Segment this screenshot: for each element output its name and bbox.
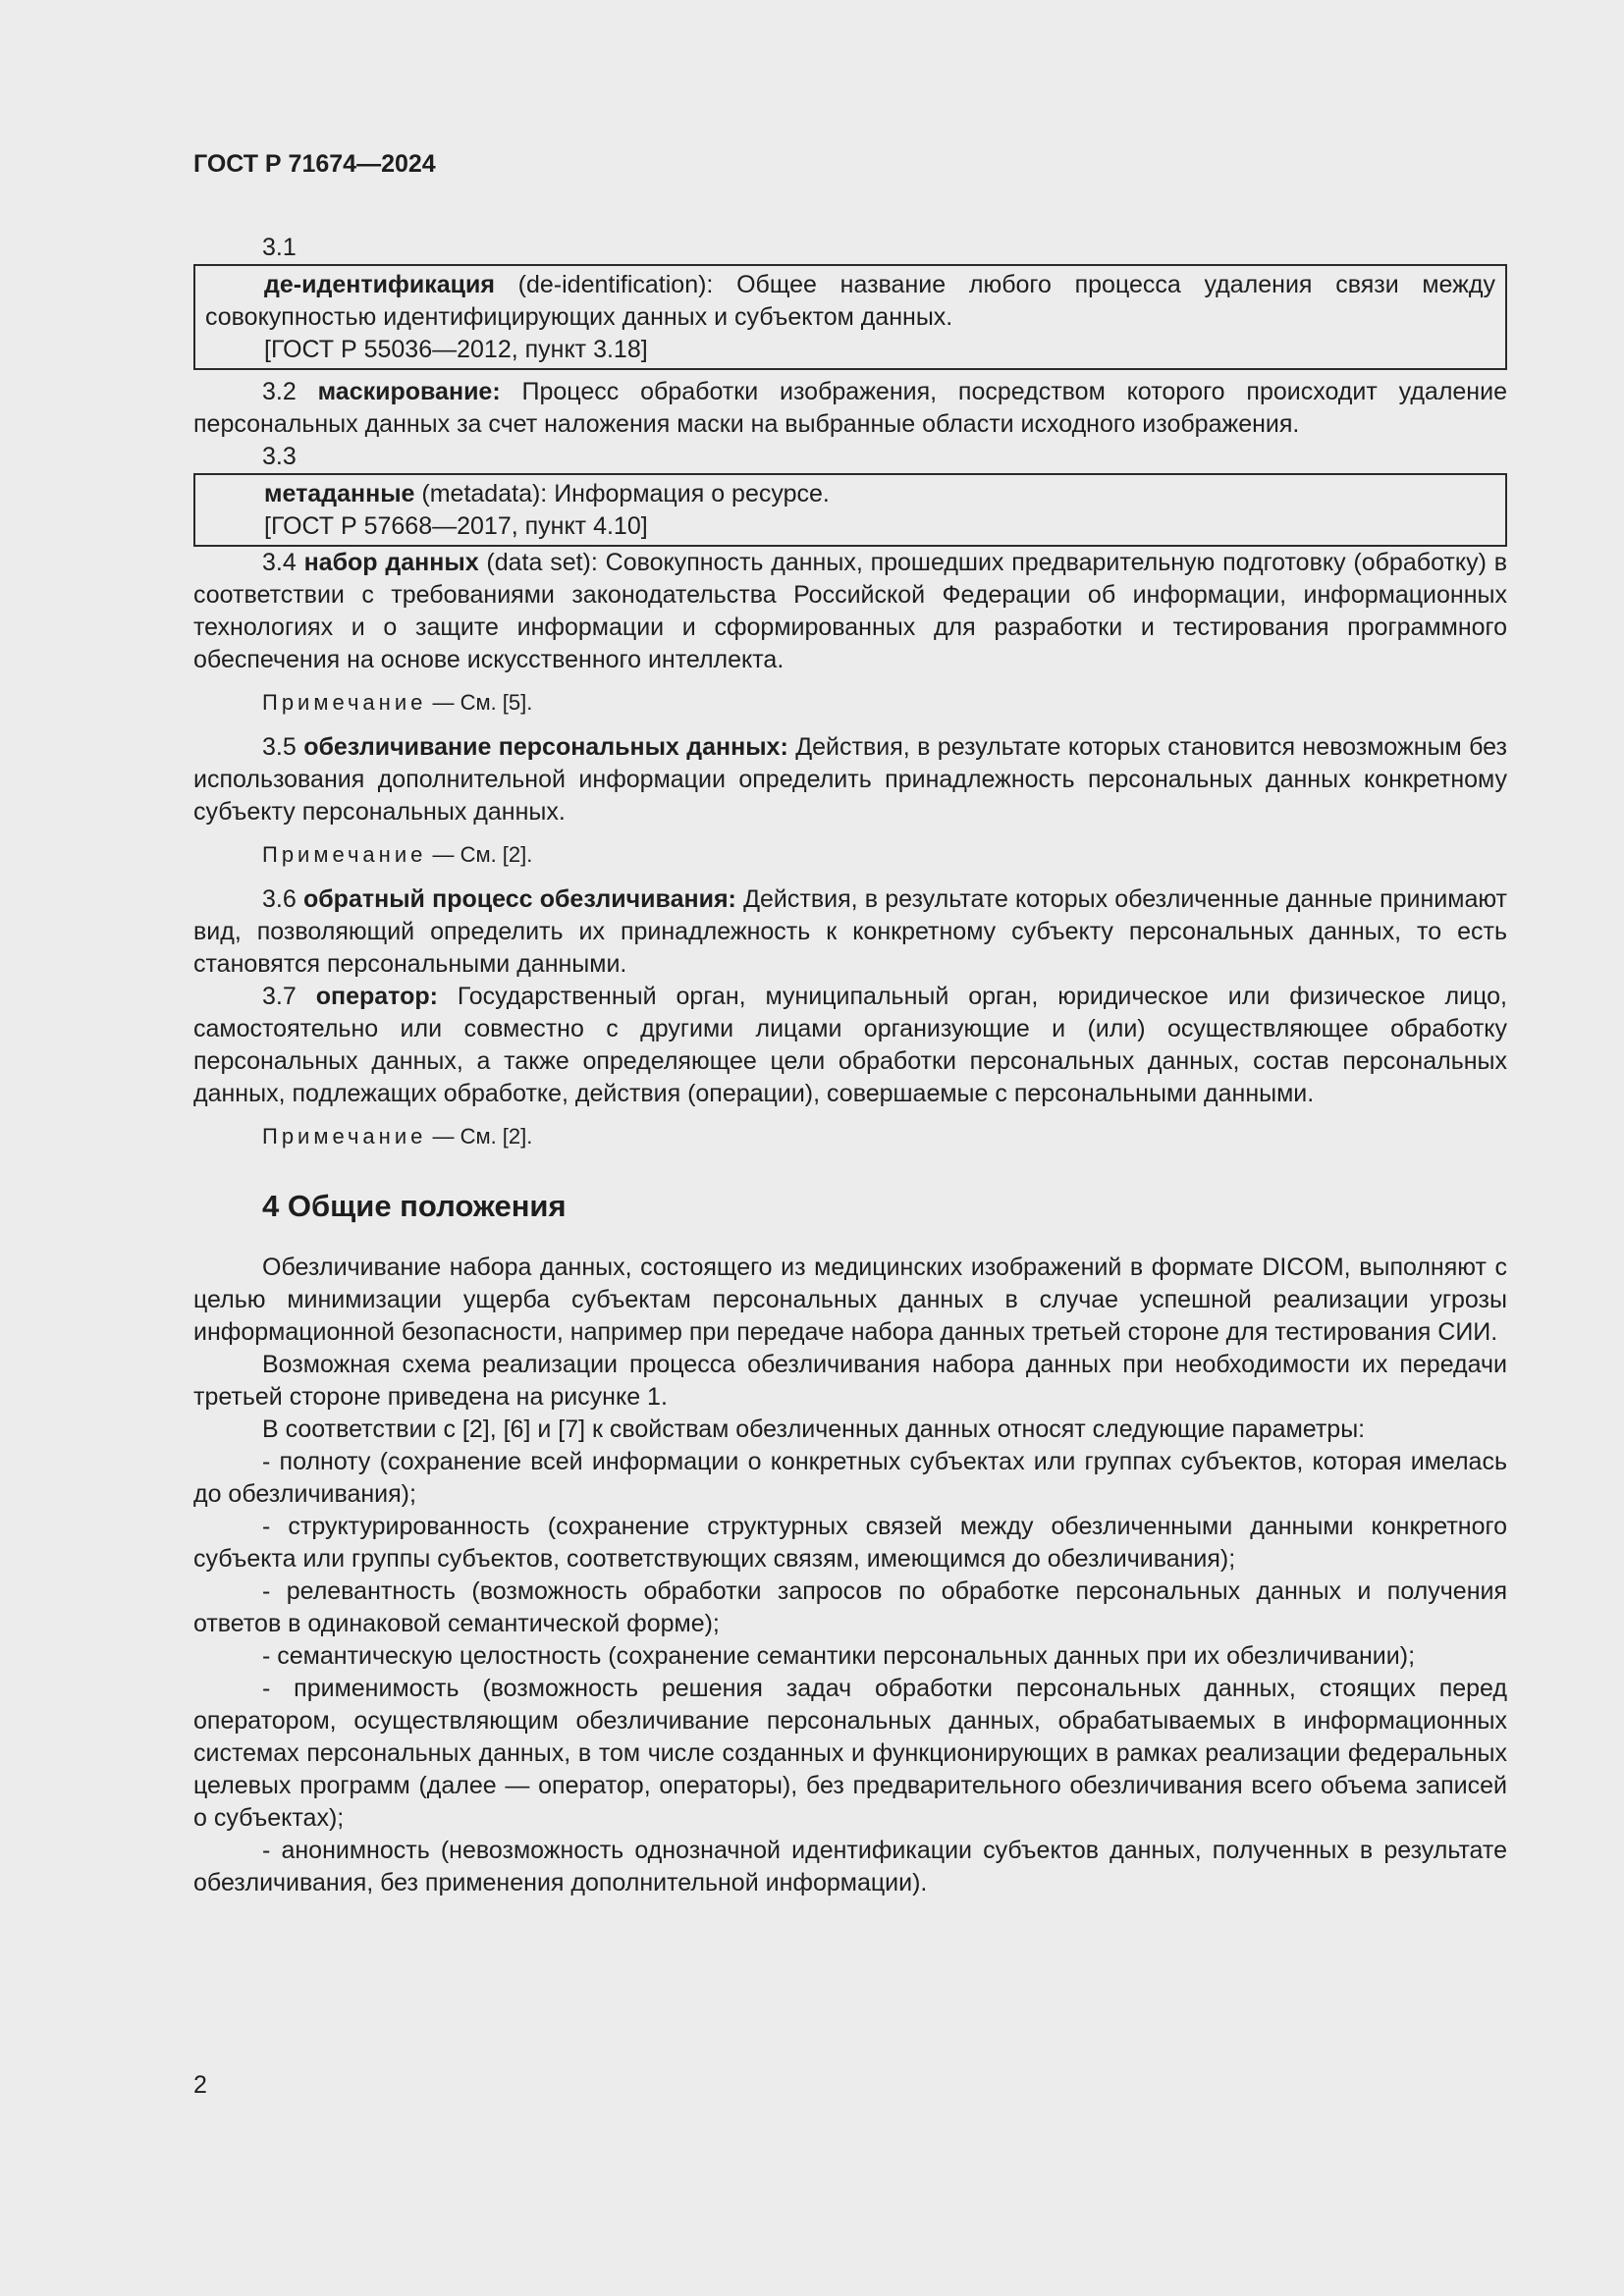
list-item: - структурированность (сохранение структурных связей между обезличенными данными конкретного субъекта или группы субъектов, соответствующих связям, имеющимся до обезличивания); xyxy=(193,1513,1507,1573)
term-definition-text: : Совокупность данных, прошедших предварительную подготовку (обработку) в соответствии с требованиями законодательства Российской Федерации об информации, информационных технологиях и о защите информации и сформированных для разработки и тестирования программного обеспечения на основе искусственного интеллекта. xyxy=(193,549,1507,673)
list-item: - семантическую целостность (сохранение семантики персональных данных при их обезличивании); xyxy=(262,1642,1416,1670)
note-3-5 xyxy=(193,840,1507,870)
term-definition-text: Действия, в результате которых обезличенные данные принимают вид, позволяющий определить их принадлежность к конкретному субъекту персональных данных, то есть становятся персональными данными. xyxy=(193,885,1508,978)
list-item: - применимость (возможность решения задач обработки персональных данных, стоящих перед оператором, осуществляющим обезличивание персональных данных, обрабатываемых в информационных системах персональных данных, в том числе созданных и функционирующих в рамках реализации федеральных целевых программ (далее — оператор, операторы), без предварительного обезличивания всего объема записей о субъектах); xyxy=(193,1675,1507,1832)
term-3-5 xyxy=(193,731,1507,828)
term-number: 3.6 xyxy=(262,885,297,913)
term-source-3-3: [ГОСТ Р 57668—2017, пункт 4.10] xyxy=(264,512,648,540)
term-number-3-3: 3.3 xyxy=(262,443,297,470)
term-english: (data set) xyxy=(486,549,591,576)
term-definition-text: : Общее название любого процесса удаления связи между совокупностью идентифицирующих данных и субъектом данных. xyxy=(205,271,1495,331)
note-text: — См. [5]. xyxy=(426,690,533,715)
term-3-7 xyxy=(193,981,1507,1110)
section-heading-4: 4 Общие положения xyxy=(262,1189,567,1223)
note-3-7 xyxy=(193,1122,1507,1151)
section-4-paragraph: В соответствии с [2], [6] и [7] к свойствам обезличенных данных относят следующие параметры: xyxy=(262,1415,1366,1443)
term-english: (de-identification) xyxy=(517,271,707,298)
term-name: метаданные xyxy=(264,480,415,507)
term-definition-text: Действия, в результате которых становится невозможным без использования дополнительной информации определить принадлежность персональных данных конкретному субъекту персональных данных. xyxy=(193,733,1507,826)
section-4-paragraph: Возможная схема реализации процесса обезличивания набора данных при необходимости их передачи третьей стороне приведена на рисунке 1. xyxy=(193,1351,1507,1411)
term-name: оператор: xyxy=(315,983,438,1010)
term-number: 3.7 xyxy=(262,983,297,1010)
note-text: — См. [2]. xyxy=(426,1124,533,1148)
term-name: набор данных xyxy=(303,549,479,576)
term-number: 3.2 xyxy=(262,378,297,405)
term-3-4 xyxy=(193,547,1507,676)
term-number: 3.5 xyxy=(262,733,297,761)
note-text: — См. [2]. xyxy=(426,842,533,867)
note-label: Примечание xyxy=(262,842,427,867)
term-source-3-1: [ГОСТ Р 55036—2012, пункт 3.18] xyxy=(264,336,648,363)
term-number-3-1: 3.1 xyxy=(262,234,297,261)
term-definition-text: Процесс обработки изображения, посредством которого происходит удаление персональных данных за счет наложения маски на выбранные области исходного изображения. xyxy=(193,378,1507,438)
note-label: Примечание xyxy=(262,1124,427,1148)
term-definition-3-1 xyxy=(205,269,1495,334)
term-name: обратный процесс обезличивания: xyxy=(302,885,736,913)
term-name: обезличивание персональных данных: xyxy=(303,733,788,761)
section-4-paragraph: Обезличивание набора данных, состоящего из медицинских изображений в формате DICOM, выполняют с целью минимизации ущерба субъектам персональных данных в случае успешной реализации угрозы информационной безопасности, например при передаче набора данных третьей стороне для тестирования СИИ. xyxy=(193,1254,1507,1346)
term-3-6 xyxy=(193,883,1507,981)
list-item: - релевантность (возможность обработки запросов по обработке персональных данных и получения ответов в одинаковой семантической форме); xyxy=(193,1577,1507,1637)
term-box-3-3 xyxy=(193,473,1507,547)
term-english: (metadata) xyxy=(421,480,541,507)
term-name: де-идентификация xyxy=(264,271,495,298)
note-3-4 xyxy=(193,688,1507,718)
term-definition-3-3 xyxy=(205,478,1495,510)
term-definition-text: Государственный орган, муниципальный орган, юридическое или физическое лицо, самостоятельно или совместно с другими лицами организующие и (или) осуществляющее обработку персональных данных, а также определяющее цели обработки персональных данных, состав персональных данных, подлежащих обработке, действия (операции), совершаемые с персональными данными. xyxy=(193,983,1507,1107)
note-label: Примечание xyxy=(262,690,427,715)
list-item: - анонимность (невозможность однозначной идентификации субъектов данных, полученных в результате обезличивания, без применения дополнительной информации). xyxy=(193,1837,1507,1896)
standard-number-header: ГОСТ Р 71674—2024 xyxy=(193,150,436,178)
term-name: маскирование: xyxy=(317,378,501,405)
page-number: 2 xyxy=(193,2071,207,2099)
document-page xyxy=(193,147,1507,1899)
term-box-3-1 xyxy=(193,264,1507,370)
term-definition-text: : Информация о ресурсе. xyxy=(540,480,830,507)
term-3-2 xyxy=(193,376,1507,441)
term-number: 3.4 xyxy=(262,549,297,576)
list-item: - полноту (сохранение всей информации о конкретных субъектах или группах субъектов, которая имелась до обезличивания); xyxy=(193,1448,1507,1508)
